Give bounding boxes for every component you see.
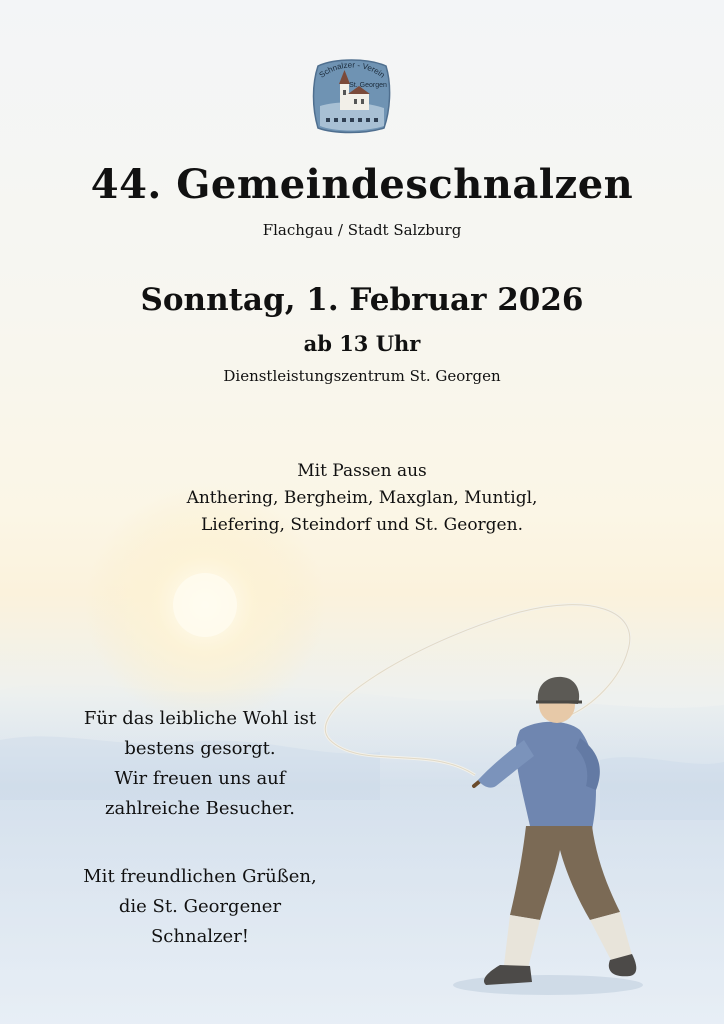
- greeting-line: Mit freundlichen Grüßen,: [83, 866, 317, 887]
- catering-line: zahlreiche Besucher.: [104, 798, 295, 819]
- club-logo-badge: [310, 56, 392, 136]
- logo-text-bottom: St. Georgen: [349, 82, 387, 89]
- catering-line: Für das leibliche Wohl ist: [83, 708, 317, 729]
- greeting-line: Schnalzer!: [150, 926, 250, 947]
- event-subtitle: Flachgau / Stadt Salzburg: [262, 221, 462, 239]
- clubs-line: Liefering, Steindorf und St. Georgen.: [201, 515, 523, 535]
- church-badge-icon: [310, 56, 392, 136]
- clubs-line: Mit Passen aus: [297, 461, 427, 481]
- participating-clubs: [0, 458, 724, 539]
- event-title: 44. Gemeindeschnalzen: [90, 161, 634, 208]
- greeting-line: die St. Georgener: [118, 896, 282, 917]
- event-venue: Dienstleistungszentrum St. Georgen: [223, 367, 501, 385]
- catering-note: [40, 704, 360, 824]
- catering-line: Wir freuen uns auf: [114, 768, 286, 789]
- closing-greeting: [40, 862, 360, 952]
- event-time: ab 13 Uhr: [303, 331, 421, 356]
- event-date: Sonntag, 1. Februar 2026: [140, 282, 584, 318]
- clubs-line: Anthering, Bergheim, Maxglan, Muntigl,: [186, 488, 538, 508]
- catering-line: bestens gesorgt.: [124, 738, 276, 759]
- logo-text-top: Schnalzer - Verein: [317, 60, 387, 80]
